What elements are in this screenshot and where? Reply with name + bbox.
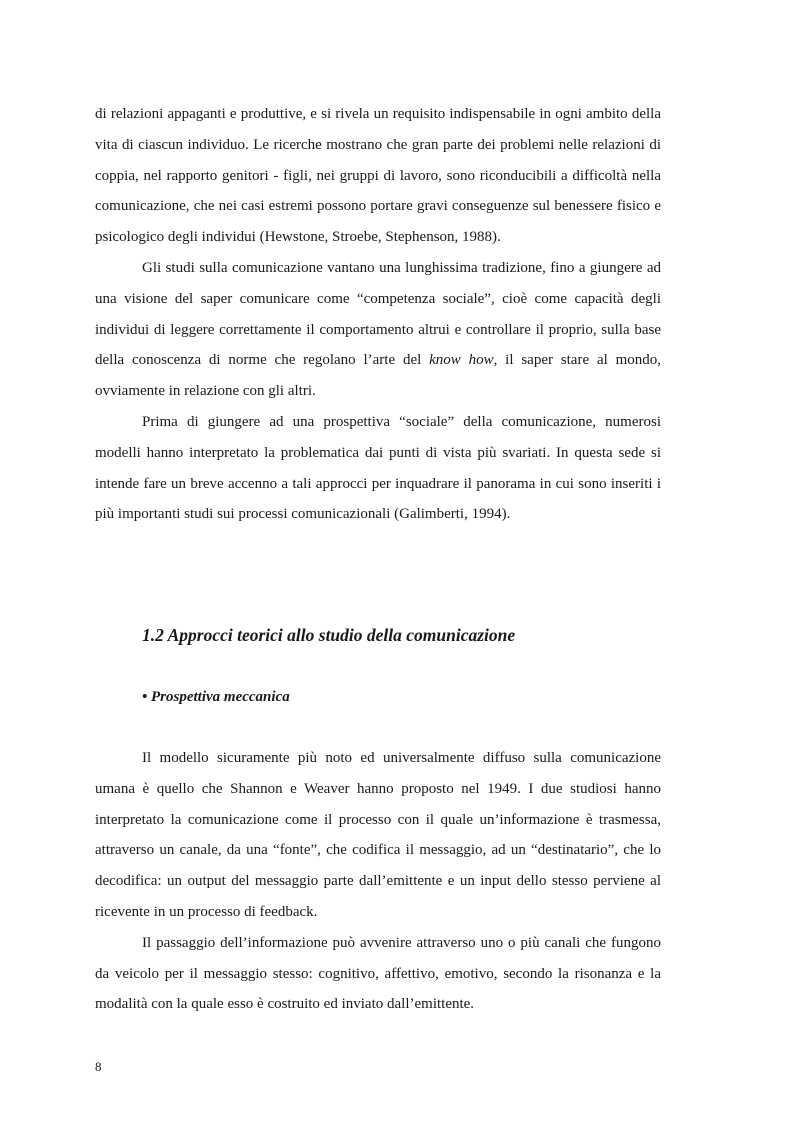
know-how-term: know how <box>429 352 494 369</box>
mechanical-perspective-text-block <box>95 743 661 1020</box>
page-number: 8 <box>95 1059 102 1074</box>
paragraph-prospettiva-sociale: Prima di giungere ad una prospettiva “sociale” della comunicazione, numerosi modelli hanno interpretato la problematica dai punti di vista più svariati. In questa sede si intende fare un breve accenno a tali approcci per inquadrare il panorama in cui sono inseriti i più importanti studi sui processi comunicazionali (Galimberti, 1994). <box>95 413 661 523</box>
subsection-heading: • Prospettiva meccanica <box>142 689 290 705</box>
paragraph-studi-comunicazione <box>95 253 661 407</box>
paragraph-shannon-weaver: Il modello sicuramente più noto ed universalmente diffuso sulla comunicazione umana è quello che Shannon e Weaver hanno proposto nel 1949. I due studiosi hanno interpretato la comunicazione come il processo con il quale un’informazione è trasmessa, attraverso un canale, da una “fonte”, che codifica il messaggio, ad un “destinatario”, che lo decodifica: un output del messaggio parte dall’emittente e un input dello stesso perviene al ricevente in un processo di feedback. <box>95 750 661 920</box>
paragraph-passaggio-informazione: Il passaggio dell’informazione può avvenire attraverso uno o più canali che fungono da veicolo per il messaggio stesso: cognitivo, affettivo, emotivo, secondo la risonanza e la modalità con la quale esso è costruito ed inviato dall’emittente. <box>95 934 661 1013</box>
section-heading: 1.2 Approcci teorici allo studio della comunicazione <box>142 625 516 645</box>
paragraph-text: Gli studi sulla comunicazione vantano una lunghissima tradizione, fino a giungere ad una visione del saper comunicare come “competenza sociale”, cioè come capacità degli individui di leggere correttamente il comportamento altrui e controllare il proprio, sulla base della conoscenza di norme che regolano l’arte del <box>95 259 661 369</box>
document-page <box>95 0 661 1123</box>
intro-text-block <box>95 99 661 530</box>
paragraph-text: , il saper stare al mondo, ovviamente in relazione con gli altri. <box>95 352 662 400</box>
paragraph-relazioni: di relazioni appaganti e produttive, e si rivela un requisito indispensabile in ogni ambito della vita di ciascun individuo. Le ricerche mostrano che gran parte dei problemi nelle relazioni di coppia, nel rapporto genitori - figli, nei gruppi di lavoro, sono riconducibili a difficoltà nella comunicazione, che nei casi estremi possono portare gravi conseguenze sul benessere fisico e psicologico degli individui (Hewstone, Stroebe, Stephenson, 1988). <box>95 106 661 246</box>
